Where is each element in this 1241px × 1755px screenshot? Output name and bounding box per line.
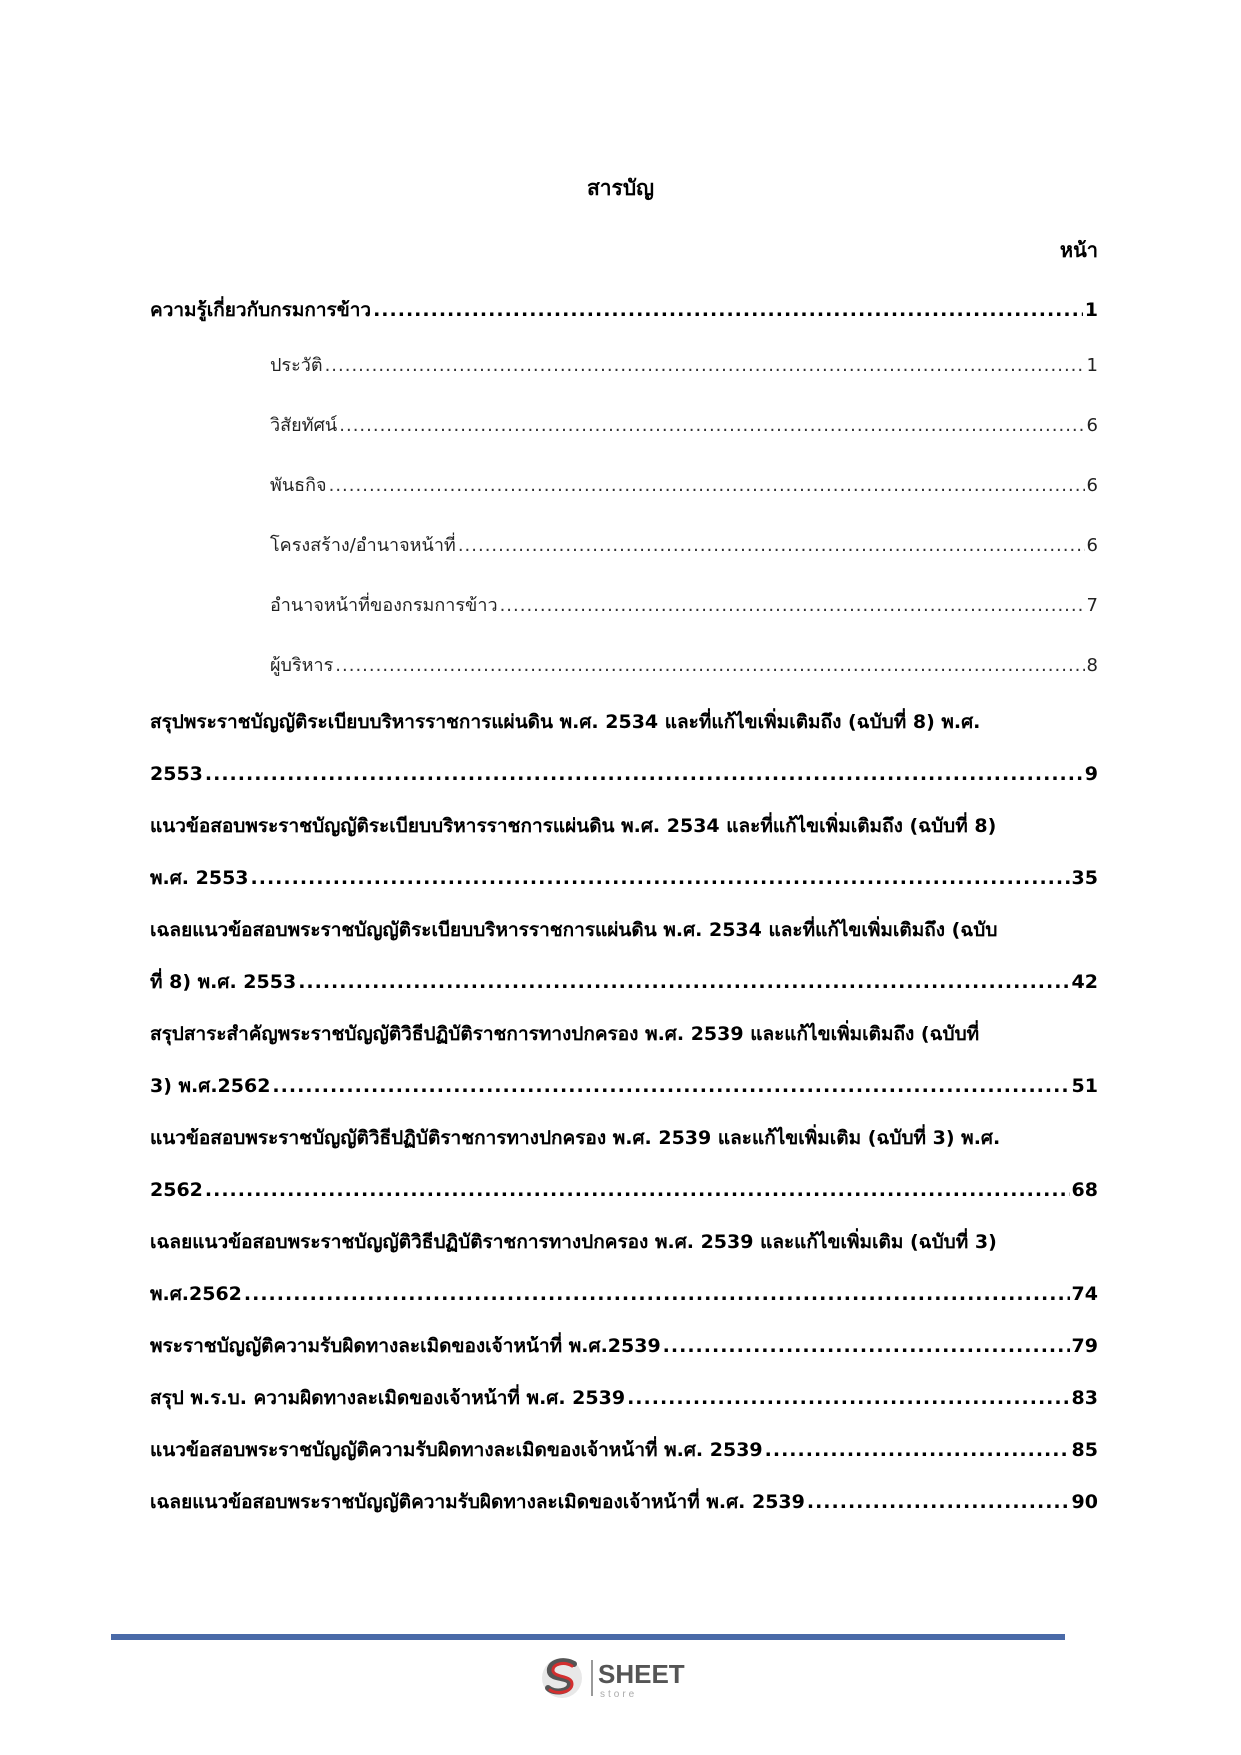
- toc-subentry[interactable]: [150, 336, 1098, 396]
- toc-page-number: 68: [1071, 1179, 1098, 1201]
- toc-page-number: 79: [1071, 1335, 1098, 1357]
- dot-leader: [251, 852, 1070, 904]
- toc-page-number: 42: [1071, 971, 1098, 993]
- dot-leader: [807, 1476, 1070, 1528]
- toc-entry[interactable]: [150, 1372, 1098, 1424]
- toc-page-number: 6: [1086, 415, 1098, 436]
- toc-subentry-title: อำนาจหน้าที่ของกรมการข้าว: [270, 595, 498, 616]
- toc-subentries: [150, 336, 1098, 696]
- toc-entry[interactable]: [150, 904, 1098, 1008]
- toc-subentry[interactable]: [150, 516, 1098, 576]
- toc-entry-title: เฉลยแนวข้อสอบพระราชบัญญัติวิธีปฏิบัติราชการทางปกครอง พ.ศ. 2539 และแก้ไขเพิ่มเติม (ฉบับที่ 3): [150, 1231, 997, 1253]
- toc-page-number: 7: [1086, 595, 1098, 616]
- toc-entry[interactable]: [150, 800, 1098, 904]
- toc-subentry[interactable]: [150, 636, 1098, 696]
- toc-subentry[interactable]: [150, 576, 1098, 636]
- dot-leader: [205, 1164, 1070, 1216]
- toc-entry-title: แนวข้อสอบพระราชบัญญัติความรับผิดทางละเมิดของเจ้าหน้าที่ พ.ศ. 2539: [150, 1439, 763, 1461]
- toc-entry[interactable]: [150, 1424, 1098, 1476]
- toc-entry[interactable]: [150, 1320, 1098, 1372]
- toc-entry-title: สรุปพระราชบัญญัติระเบียบบริหารราชการแผ่นดิน พ.ศ. 2534 และที่แก้ไขเพิ่มเติมถึง (ฉบับที่ 8) พ.ศ.: [150, 711, 981, 733]
- toc-entry-title: พระราชบัญญัติความรับผิดทางละเมิดของเจ้าหน้าที่ พ.ศ.2539: [150, 1335, 661, 1357]
- toc-subentry-title: พันธกิจ: [270, 475, 327, 496]
- dot-leader: [329, 456, 1085, 516]
- toc-subentry-title: วิสัยทัศน์: [270, 415, 338, 436]
- dot-leader: [325, 336, 1085, 396]
- dot-leader: [339, 396, 1084, 456]
- toc-entry[interactable]: [150, 1216, 1098, 1320]
- toc-entry-title: เฉลยแนวข้อสอบพระราชบัญญัติความรับผิดทางละเมิดของเจ้าหน้าที่ พ.ศ. 2539: [150, 1491, 805, 1513]
- toc-entry[interactable]: [150, 696, 1098, 800]
- sheet-store-logo: [540, 1652, 710, 1702]
- toc-subentry-title: โครงสร้าง/อำนาจหน้าที่: [270, 535, 456, 556]
- toc-subentry-title: ประวัติ: [270, 355, 323, 376]
- toc-page-number: 35: [1071, 867, 1098, 889]
- toc-entry-title-continued: 3) พ.ศ.2562: [150, 1075, 271, 1097]
- toc-page-number: 85: [1071, 1439, 1098, 1461]
- toc-entry[interactable]: [150, 1008, 1098, 1112]
- dot-leader: [627, 1372, 1069, 1424]
- logo-wordmark: SHEET: [598, 1659, 685, 1689]
- dot-leader: [765, 1424, 1070, 1476]
- toc-entry[interactable]: [150, 1476, 1098, 1528]
- toc-subentry[interactable]: [150, 456, 1098, 516]
- toc-entry-title: แนวข้อสอบพระราชบัญญัติระเบียบบริหารราชการแผ่นดิน พ.ศ. 2534 และที่แก้ไขเพิ่มเติมถึง (ฉบับที่ 8): [150, 815, 997, 837]
- page-title: สารบัญ: [586, 176, 655, 200]
- toc-page-number: 83: [1071, 1387, 1098, 1409]
- toc-entry-title-continued: พ.ศ. 2553: [150, 867, 249, 889]
- toc-entry[interactable]: [150, 1112, 1098, 1216]
- toc-entry-title-continued: 2562: [150, 1179, 203, 1201]
- dot-leader: [272, 1060, 1069, 1112]
- toc-page-number: 6: [1086, 535, 1098, 556]
- toc-entry-title-continued: พ.ศ.2562: [150, 1283, 242, 1305]
- page-column-header: หน้า: [1059, 238, 1098, 262]
- dot-leader: [500, 576, 1085, 636]
- dot-leader: [335, 636, 1084, 696]
- toc-entry-title: สรุปสาระสำคัญพระราชบัญญัติวิธีปฏิบัติราชการทางปกครอง พ.ศ. 2539 และแก้ไขเพิ่มเติมถึง (ฉบับที่: [150, 1023, 980, 1045]
- toc-subentry-title: ผู้บริหาร: [270, 655, 334, 676]
- dot-leader: [458, 516, 1085, 576]
- toc-page-number: 6: [1086, 475, 1098, 496]
- sheet-store-logo-icon: [542, 1658, 582, 1698]
- table-of-contents: [150, 284, 1098, 1528]
- dot-leader: [663, 1320, 1070, 1372]
- toc-page-number: 74: [1071, 1283, 1098, 1305]
- toc-page-number: 1: [1086, 355, 1098, 376]
- toc-entry-title: ความรู้เกี่ยวกับกรมการข้าว: [150, 299, 372, 321]
- dot-leader: [205, 748, 1083, 800]
- toc-page-number: 8: [1086, 655, 1098, 676]
- toc-subentry[interactable]: [150, 396, 1098, 456]
- toc-page-number: 90: [1071, 1491, 1098, 1513]
- toc-page-number: 1: [1084, 299, 1098, 321]
- toc-entry-title-continued: ที่ 8) พ.ศ. 2553: [150, 971, 297, 993]
- dot-leader: [298, 956, 1069, 1008]
- toc-entry[interactable]: [150, 284, 1098, 336]
- toc-entry-title-continued: 2553: [150, 763, 203, 785]
- logo-subtext: store: [600, 1689, 638, 1700]
- toc-entry-title: เฉลยแนวข้อสอบพระราชบัญญัติระเบียบบริหารราชการแผ่นดิน พ.ศ. 2534 และที่แก้ไขเพิ่มเติมถึง (ฉบับ: [150, 919, 998, 941]
- dot-leader: [244, 1268, 1070, 1320]
- footer-divider: [111, 1634, 1065, 1640]
- toc-entry-title: สรุป พ.ร.บ. ความผิดทางละเมิดของเจ้าหน้าที่ พ.ศ. 2539: [150, 1387, 626, 1409]
- toc-entry-title: แนวข้อสอบพระราชบัญญัติวิธีปฏิบัติราชการทางปกครอง พ.ศ. 2539 และแก้ไขเพิ่มเติม (ฉบับที่ 3) พ.ศ.: [150, 1127, 1001, 1149]
- dot-leader: [373, 284, 1083, 336]
- toc-page-number: 51: [1071, 1075, 1098, 1097]
- toc-page-number: 9: [1084, 763, 1098, 785]
